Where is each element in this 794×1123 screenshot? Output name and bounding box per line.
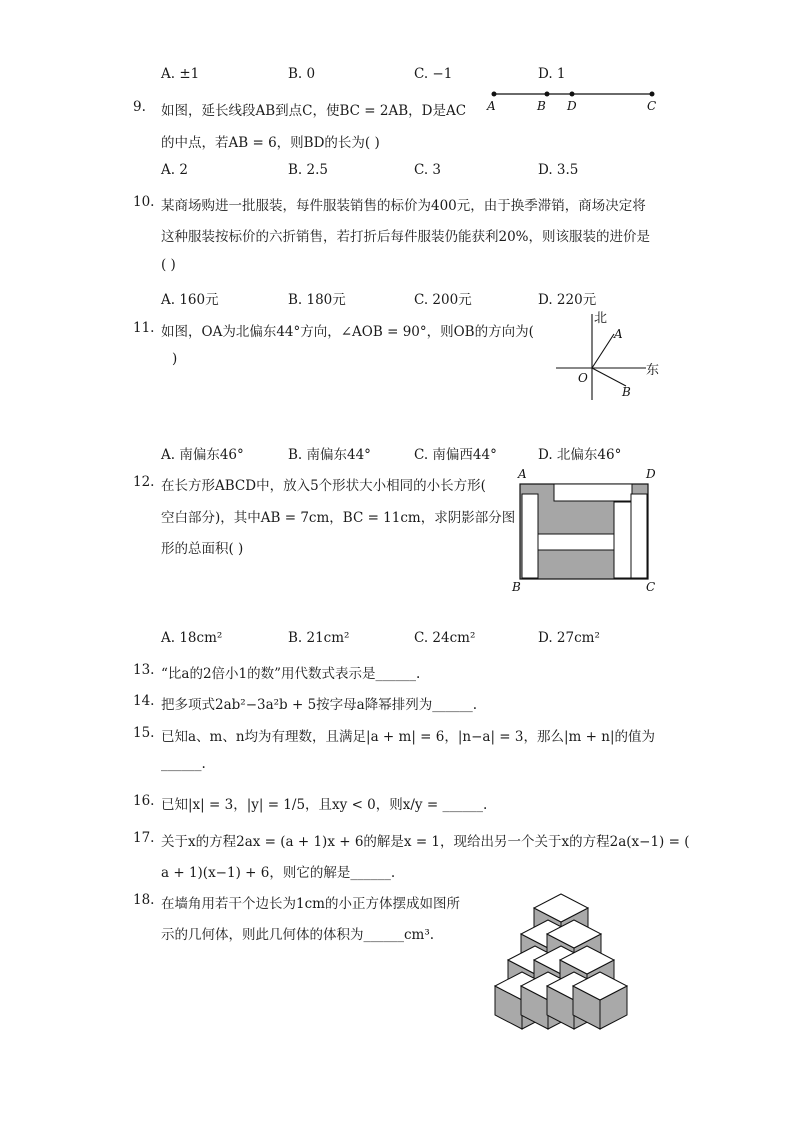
- q12-label-c: C: [646, 580, 656, 594]
- q8-option-d: D. 1: [538, 66, 566, 82]
- q9-label-c: C: [647, 99, 657, 113]
- q8-option-c: C. −1: [414, 66, 453, 82]
- q10-option-a: A. 160元: [161, 292, 219, 308]
- q10-option-b: B. 180元: [288, 292, 346, 308]
- q14-line-1: 把多项式2ab²−3a²b + 5按字母a降幂排列为______.: [161, 697, 478, 713]
- q8-option-b: B. 0: [288, 66, 316, 82]
- q12-option-d: D. 27cm²: [538, 630, 600, 646]
- q12-line-3: 形的总面积( ): [161, 541, 244, 557]
- q10-number: 10.: [133, 194, 155, 210]
- q16-number: 16.: [133, 793, 155, 809]
- q12-label-a: A: [518, 467, 527, 481]
- q10-line-2: 这种服装按标价的六折销售，若打折后每件服装仍能获利20%，则该服装的进价是: [161, 229, 651, 245]
- q11-compass-figure: [548, 306, 668, 404]
- q11-label-o: O: [578, 371, 588, 385]
- q10-option-c: C. 200元: [414, 292, 472, 308]
- q11-option-d: D. 北偏东46°: [538, 447, 622, 463]
- q11-number: 11.: [133, 320, 155, 336]
- q8-option-a: A. ±1: [161, 66, 200, 82]
- q9-label-b: B: [537, 99, 546, 113]
- q12-option-b: B. 21cm²: [288, 630, 350, 646]
- q11-line-1: 如图，OA为北偏东44°方向，∠AOB = 90°，则OB的方向为(: [161, 324, 534, 340]
- q11-north-label: 北: [594, 311, 608, 326]
- q11-option-c: C. 南偏西44°: [414, 447, 497, 463]
- q18-line-1: 在墙角用若干个边长为1cm的小正方体摆成如图所: [161, 896, 460, 912]
- q12-number: 12.: [133, 474, 155, 490]
- q16-line-1: 已知|x| = 3，|y| = 1/5，且xy < 0，则x/y = ______.: [161, 797, 488, 813]
- q12-line-2: 空白部分)，其中AB = 7cm，BC = 11cm，求阴影部分图: [161, 510, 516, 526]
- q12-rectangle-figure: [508, 464, 660, 594]
- q10-line-3: ( ): [161, 257, 176, 273]
- q13-line-1: “比a的2倍小1的数”用代数式表示是______.: [161, 666, 421, 682]
- q9-option-d: D. 3.5: [538, 162, 579, 178]
- q9-option-a: A. 2: [161, 162, 188, 178]
- q13-number: 13.: [133, 662, 155, 678]
- q9-number: 9.: [133, 99, 146, 115]
- q10-line-1: 某商场购进一批服装，每件服装销售的标价为400元，由于换季滞销，商场决定将: [161, 198, 646, 214]
- q18-cube-stack-figure: [490, 880, 666, 1040]
- q9-label-a: A: [487, 99, 496, 113]
- q12-label-b: B: [512, 580, 521, 594]
- q12-option-c: C. 24cm²: [414, 630, 476, 646]
- q9-line-2: 的中点，若AB = 6，则BD的长为( ): [161, 135, 380, 151]
- q9-option-c: C. 3: [414, 162, 442, 178]
- q9-option-b: B. 2.5: [288, 162, 328, 178]
- q11-label-a: A: [614, 327, 623, 341]
- q9-segment-figure: [484, 86, 664, 116]
- q18-number: 18.: [133, 892, 155, 908]
- q17-number: 17.: [133, 830, 155, 846]
- q15-line-1: 已知a、m、n均为有理数，且满足|a + m| = 6，|n−a| = 3，那么|m + n|的值为: [161, 729, 655, 745]
- q10-option-d: D. 220元: [538, 292, 597, 308]
- q11-label-b: B: [622, 385, 631, 399]
- q15-line-2: ______.: [161, 756, 206, 772]
- q11-option-b: B. 南偏东44°: [288, 447, 371, 463]
- q12-label-d: D: [646, 467, 656, 481]
- q18-line-2: 示的几何体，则此几何体的体积为______cm³.: [161, 927, 435, 943]
- q17-line-1: 关于x的方程2ax = (a + 1)x + 6的解是x = 1，现给出另一个关于x的方程2a(x−1) = (: [161, 834, 690, 850]
- q15-number: 15.: [133, 725, 155, 741]
- q9-label-d: D: [567, 99, 577, 113]
- q11-option-a: A. 南偏东46°: [161, 447, 244, 463]
- q11-east-label: 东: [646, 363, 660, 378]
- q14-number: 14.: [133, 693, 155, 709]
- q12-line-1: 在长方形ABCD中，放入5个形状大小相同的小长方形(: [161, 478, 486, 494]
- q12-option-a: A. 18cm²: [161, 630, 223, 646]
- q9-line-1: 如图，延长线段AB到点C，使BC = 2AB，D是AC: [161, 103, 467, 119]
- q17-line-2: a + 1)(x−1) + 6，则它的解是______.: [161, 865, 396, 881]
- q11-line-2: ): [172, 351, 178, 367]
